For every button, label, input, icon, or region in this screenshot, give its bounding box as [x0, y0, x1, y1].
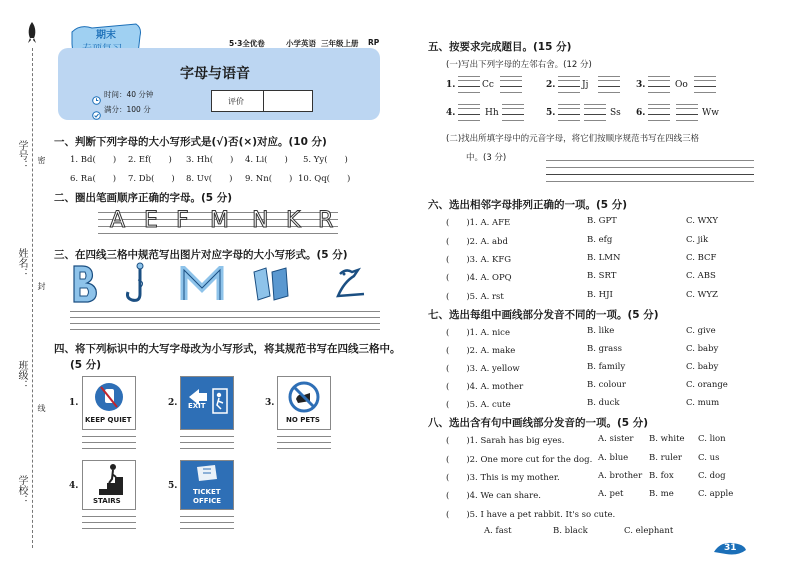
sign-text: NO PETS — [286, 416, 320, 424]
s6-option-b[interactable]: B. HJI — [587, 290, 613, 300]
s8-option-c[interactable]: C. apple — [698, 489, 734, 499]
s5-letter: Jj — [582, 80, 589, 90]
s8-question: ( )5. I have a pet rabbit. It's so cute. — [446, 510, 616, 520]
s7-option-c[interactable]: C. baby — [686, 362, 719, 372]
grade-box — [211, 90, 313, 112]
s1-item: 4. Li( ) — [245, 155, 288, 165]
s7-option-c[interactable]: C. mum — [686, 398, 720, 408]
s4-points: (5 分) — [70, 359, 102, 371]
s6-question: ( )5. A. rst — [446, 292, 504, 302]
sign-text: STAIRS — [93, 497, 121, 505]
s5-sub1: (一)写出下列字母的左邻右舍。(12 分) — [446, 60, 592, 70]
s7-question: ( )5. A. cute — [446, 400, 511, 410]
s7-option-b[interactable]: B. colour — [587, 380, 626, 390]
rocket-icon — [27, 22, 37, 44]
s2-letter[interactable]: F — [176, 208, 189, 233]
letter-z-picture — [330, 266, 370, 304]
student-id-label: 学号： — [16, 140, 27, 170]
s2-letter[interactable]: R — [318, 208, 334, 233]
full-score: 满分：100 分 — [104, 105, 151, 114]
s5-num: 6. — [636, 108, 646, 118]
s8-option-b[interactable]: B. white — [649, 434, 685, 444]
s5-letter: Ww — [702, 108, 719, 118]
s6-option-c[interactable]: C. jik — [686, 235, 709, 245]
s8-option-b[interactable]: B. me — [649, 489, 674, 499]
letter-m-picture — [180, 266, 224, 302]
s5-letter: Hh — [485, 108, 499, 118]
s7-option-b[interactable]: B. grass — [587, 344, 622, 354]
s7-question: ( )3. A. yellow — [446, 364, 520, 374]
s8-question: ( )3. This is my mother. — [446, 473, 560, 483]
edition-label: RP — [368, 38, 380, 47]
s8-question: ( )1. Sarah has big eyes. — [446, 436, 565, 446]
s8-option-c[interactable]: C. us — [698, 453, 720, 463]
s5-letter: Oo — [675, 80, 688, 90]
s7-heading: 七、选出每组中画线部分发音不同的一项。(5 分) — [428, 309, 659, 321]
series-label: 5·3全优卷 — [229, 39, 265, 48]
sign-number: 1. — [69, 398, 79, 408]
s5-num: 4. — [446, 108, 456, 118]
s6-question: ( )1. A. AFE — [446, 218, 511, 228]
s8-option-a[interactable]: A. sister — [598, 434, 634, 444]
s5-sub2-cont: 中。(3 分) — [466, 153, 507, 163]
sign-number: 5. — [168, 481, 178, 491]
s1-item: 2. Ef( ) — [128, 155, 172, 165]
s8-option-b[interactable]: B. fox — [649, 471, 674, 481]
s1-item: 3. Hh( ) — [186, 155, 234, 165]
s5-heading: 五、按要求完成题目。(15 分) — [428, 41, 572, 53]
page-title: 字母与语音 — [180, 66, 250, 82]
sign-text-2: OFFICE — [193, 497, 222, 505]
s6-question: ( )2. A. abd — [446, 237, 508, 247]
s7-question: ( )1. A. nice — [446, 328, 510, 338]
s2-letter[interactable]: M — [210, 208, 229, 233]
letter-j-picture — [122, 262, 154, 306]
s7-option-c[interactable]: C. give — [686, 326, 716, 336]
s6-option-c[interactable]: C. BCF — [686, 253, 717, 263]
s5-num: 5. — [546, 108, 556, 118]
s1-item: 5. Yy( ) — [303, 155, 348, 165]
s6-option-c[interactable]: C. WXY — [686, 216, 719, 226]
clock-icon — [92, 90, 101, 99]
badge-line1: 期末 — [96, 30, 116, 41]
grade-box-label: 评价 — [228, 97, 244, 106]
s4-heading: 四、将下列标识中的大写字母改为小写形式，将其规范书写在四线三格中。 — [54, 343, 401, 355]
s8-heading: 八、选出含有句中画线部分发音的一项。(5 分) — [428, 417, 649, 429]
s6-heading: 六、选出相邻字母排列正确的一项。(5 分) — [428, 199, 628, 211]
s1-item: 10. Qq( ) — [298, 174, 351, 184]
s2-letter[interactable]: A — [110, 208, 126, 233]
s2-letter[interactable]: E — [144, 208, 158, 233]
sign-number: 4. — [69, 481, 79, 491]
s5-sub2: (二)找出所填字母中的元音字母，将它们按顺序规范书写在四线三格 — [446, 134, 700, 144]
s5-num: 3. — [636, 80, 646, 90]
s7-question: ( )2. A. make — [446, 346, 516, 356]
s5-letter: Cc — [482, 80, 494, 90]
s1-item: 8. Uv( ) — [186, 174, 233, 184]
s7-option-b[interactable]: B. duck — [587, 398, 620, 408]
s6-question: ( )3. A. KFG — [446, 255, 512, 265]
s8-option-a[interactable]: A. pet — [598, 489, 624, 499]
s1-heading: 一、判断下列字母的大小写形式是(√)否(×)对应。(10 分) — [54, 136, 327, 148]
letter-w-picture — [252, 266, 290, 302]
school-label: 学校： — [16, 475, 27, 505]
s6-option-b[interactable]: B. GPT — [587, 216, 617, 226]
s6-question: ( )4. A. OPQ — [446, 273, 512, 283]
s7-option-b[interactable]: B. like — [587, 326, 615, 336]
letter-b-picture — [68, 262, 102, 306]
name-label: 姓名： — [16, 248, 27, 278]
page-number: 31 — [724, 543, 737, 553]
s2-letter[interactable]: K — [286, 208, 301, 233]
s6-option-b[interactable]: B. LMN — [587, 253, 621, 263]
s8-question: ( )4. We can share. — [446, 491, 541, 501]
s7-question: ( )4. A. mother — [446, 382, 524, 392]
sign-text: KEEP QUIET — [85, 416, 132, 424]
s7-option-b[interactable]: B. family — [587, 362, 626, 372]
s8-option-c[interactable]: C. dog — [698, 471, 726, 481]
s6-option-c[interactable]: C. ABS — [686, 271, 716, 281]
s7-option-c[interactable]: C. baby — [686, 344, 719, 354]
seal-mi: 密 — [37, 156, 46, 164]
s8-option-a[interactable]: A. fast — [484, 526, 512, 536]
class-label: 班级： — [16, 360, 27, 390]
grade-label: 三年级上册 — [321, 39, 359, 48]
sign-text: EXIT — [188, 402, 206, 410]
s1-item: 7. Db( ) — [128, 174, 175, 184]
s8-question: ( )2. One more cut for the dog. — [446, 455, 593, 465]
s8-option-c[interactable]: C. elephant — [624, 526, 674, 536]
seal-feng: 封 — [37, 282, 46, 290]
sign-number: 2. — [168, 398, 178, 408]
s1-item: 1. Bd( ) — [70, 155, 117, 165]
time-limit: 时间：40 分钟 — [104, 90, 154, 99]
s8-option-b[interactable]: B. black — [553, 526, 588, 536]
sign-text: TICKET — [193, 488, 221, 496]
s6-option-c[interactable]: C. WYZ — [686, 290, 718, 300]
s8-option-a[interactable]: A. brother — [598, 471, 643, 481]
s3-heading: 三、在四线三格中规范写出图片对应字母的大小写形式。(5 分) — [54, 249, 348, 261]
s8-option-c[interactable]: C. lion — [698, 434, 726, 444]
s2-letter[interactable]: N — [252, 208, 269, 233]
s6-option-b[interactable]: B. efg — [587, 235, 613, 245]
s1-item: 9. Nn( ) — [245, 174, 293, 184]
check-icon — [92, 105, 101, 114]
s5-num: 2. — [546, 80, 556, 90]
s8-option-b[interactable]: B. ruler — [649, 453, 682, 463]
sign-number: 3. — [265, 398, 275, 408]
subject-label: 小学英语 — [286, 39, 316, 48]
s5-letter: Ss — [610, 108, 621, 118]
s6-option-b[interactable]: B. SRT — [587, 271, 617, 281]
s8-option-a[interactable]: A. blue — [598, 453, 629, 463]
seal-xian: 线 — [37, 404, 46, 412]
s7-option-c[interactable]: C. orange — [686, 380, 728, 390]
s5-num: 1. — [446, 80, 456, 90]
s2-heading: 二、圈出笔画顺序正确的字母。(5 分) — [54, 192, 233, 204]
s1-item: 6. Ra( ) — [70, 174, 117, 184]
